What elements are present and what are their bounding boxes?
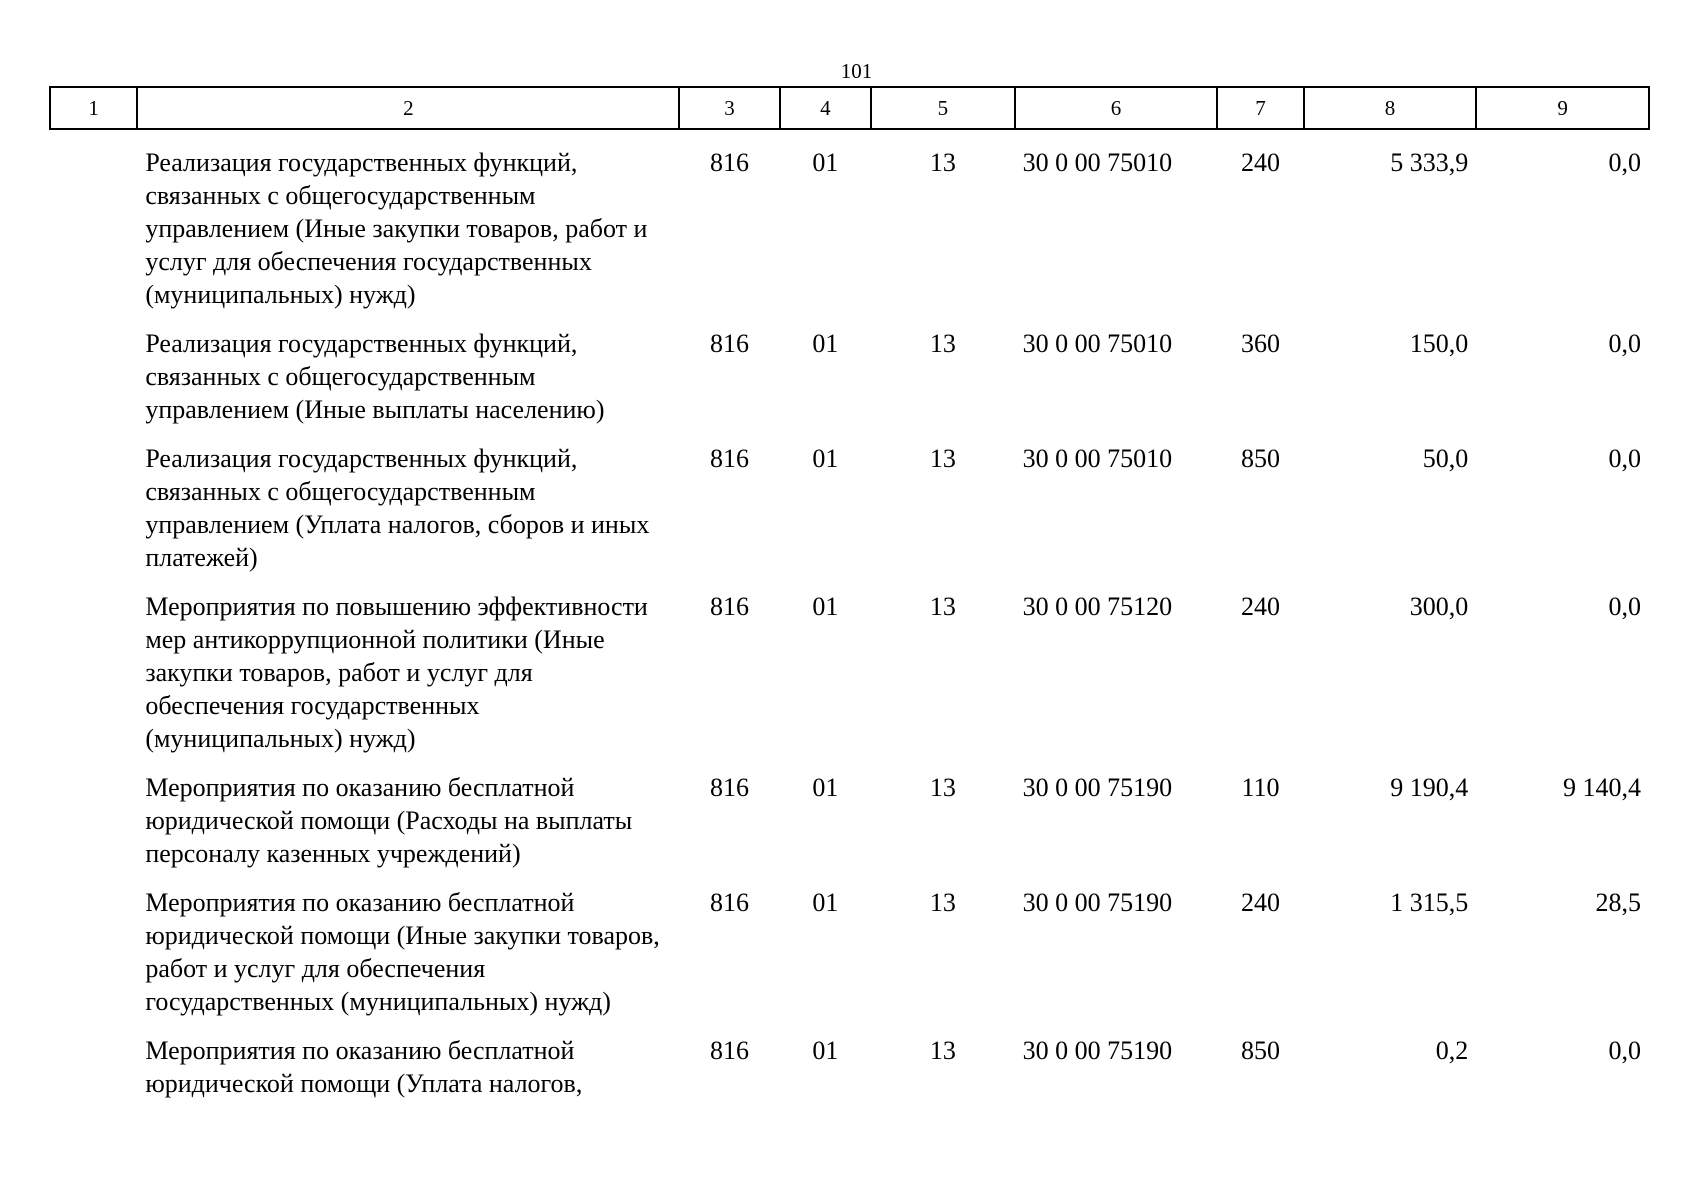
section-code: 01 — [812, 1036, 839, 1065]
amount-total: 1 315,5 — [1390, 888, 1469, 917]
table-row — [50, 755, 1649, 870]
table-row — [50, 1018, 1649, 1100]
subsection-code: 13 — [929, 888, 956, 917]
subsection-code: 13 — [929, 444, 956, 473]
section-code: 01 — [812, 773, 839, 802]
expense-type-code: 240 — [1240, 592, 1280, 621]
target-article-code: 30 0 00 75010 — [1022, 148, 1173, 177]
header-col-4: 4 — [780, 87, 871, 129]
header-col-8: 8 — [1304, 87, 1477, 129]
subsection-code: 13 — [929, 1036, 956, 1065]
amount-subventions: 0,0 — [1608, 1036, 1641, 1065]
target-article-code: 30 0 00 75190 — [1022, 1036, 1173, 1065]
expense-description: Реализация государственных функций, связанных с общегосударственным управлением (Иные закупки товаров, работ и услуг для обеспечения государственных (муниципальных) нужд) — [145, 148, 648, 309]
amount-total: 9 190,4 — [1390, 773, 1469, 802]
amount-subventions: 0,0 — [1608, 329, 1641, 358]
page-number: 101 — [840, 59, 873, 83]
amount-subventions: 0,0 — [1608, 148, 1641, 177]
amount-subventions: 28,5 — [1595, 888, 1641, 917]
header-col-3: 3 — [679, 87, 779, 129]
subsection-code: 13 — [929, 592, 956, 621]
amount-subventions: 0,0 — [1608, 592, 1641, 621]
expense-description: Мероприятия по оказанию бесплатной юридической помощи (Расходы на выплаты персоналу казенных учреждений) — [145, 773, 633, 868]
expense-description: Мероприятия по оказанию бесплатной юридической помощи (Иные закупки товаров, работ и услуг для обеспечения государственных (муниципальных) нужд) — [145, 888, 660, 1016]
row-number — [50, 311, 137, 426]
expense-description: Реализация государственных функций, связанных с общегосударственным управлением (Иные выплаты населению) — [145, 329, 605, 424]
ministry-code: 816 — [710, 148, 750, 177]
header-col-2: 2 — [137, 87, 679, 129]
row-number — [50, 755, 137, 870]
expense-type-code: 850 — [1240, 1036, 1280, 1065]
row-number — [50, 426, 137, 574]
table-row — [50, 426, 1649, 574]
amount-total: 5 333,9 — [1390, 148, 1469, 177]
target-article-code: 30 0 00 75190 — [1022, 888, 1173, 917]
table-row — [50, 129, 1649, 311]
ministry-code: 816 — [710, 592, 750, 621]
header-col-9: 9 — [1476, 87, 1649, 129]
section-code: 01 — [812, 148, 839, 177]
table-row — [50, 311, 1649, 426]
section-code: 01 — [812, 592, 839, 621]
subsection-code: 13 — [929, 148, 956, 177]
target-article-code: 30 0 00 75010 — [1022, 444, 1173, 473]
expense-type-code: 240 — [1240, 888, 1280, 917]
expense-type-code: 850 — [1240, 444, 1280, 473]
ministry-code: 816 — [710, 329, 750, 358]
ministry-code: 816 — [710, 888, 750, 917]
amount-total: 300,0 — [1409, 592, 1469, 621]
target-article-code: 30 0 00 75010 — [1022, 329, 1173, 358]
expense-description: Реализация государственных функций, связанных с общегосударственным управлением (Уплата налогов, сборов и иных платежей) — [145, 444, 650, 572]
ministry-code: 816 — [710, 1036, 750, 1065]
target-article-code: 30 0 00 75120 — [1022, 592, 1173, 621]
amount-subventions: 0,0 — [1608, 444, 1641, 473]
header-col-6: 6 — [1015, 87, 1218, 129]
table-row — [50, 574, 1649, 755]
amount-total: 0,2 — [1435, 1036, 1469, 1065]
header-row — [50, 87, 1649, 129]
header-col-1: 1 — [50, 87, 137, 129]
subsection-code: 13 — [929, 329, 956, 358]
ministry-code: 816 — [710, 773, 750, 802]
expense-type-code: 240 — [1240, 148, 1280, 177]
amount-subventions: 9 140,4 — [1563, 773, 1641, 802]
expense-description: Мероприятия по повышению эффективности мер антикоррупционной политики (Иные закупки товаров, работ и услуг для обеспечения государственных (муниципальных) нужд) — [145, 592, 648, 753]
amount-total: 150,0 — [1409, 329, 1469, 358]
expense-description: Мероприятия по оказанию бесплатной юридической помощи (Уплата налогов, — [145, 1036, 583, 1098]
row-number — [50, 129, 137, 311]
row-number — [50, 574, 137, 755]
budget-table — [49, 86, 1650, 1100]
subsection-code: 13 — [929, 773, 956, 802]
header-col-7: 7 — [1217, 87, 1303, 129]
target-article-code: 30 0 00 75190 — [1022, 773, 1173, 802]
header-col-5: 5 — [871, 87, 1015, 129]
row-number — [50, 870, 137, 1018]
table-header — [50, 87, 1649, 129]
ministry-code: 816 — [710, 444, 750, 473]
section-code: 01 — [812, 888, 839, 917]
amount-total: 50,0 — [1422, 444, 1469, 473]
section-code: 01 — [812, 329, 839, 358]
table-body — [50, 129, 1649, 1100]
expense-type-code: 110 — [1241, 773, 1280, 802]
table-row — [50, 870, 1649, 1018]
section-code: 01 — [812, 444, 839, 473]
row-number — [50, 1018, 137, 1100]
expense-type-code: 360 — [1240, 329, 1280, 358]
